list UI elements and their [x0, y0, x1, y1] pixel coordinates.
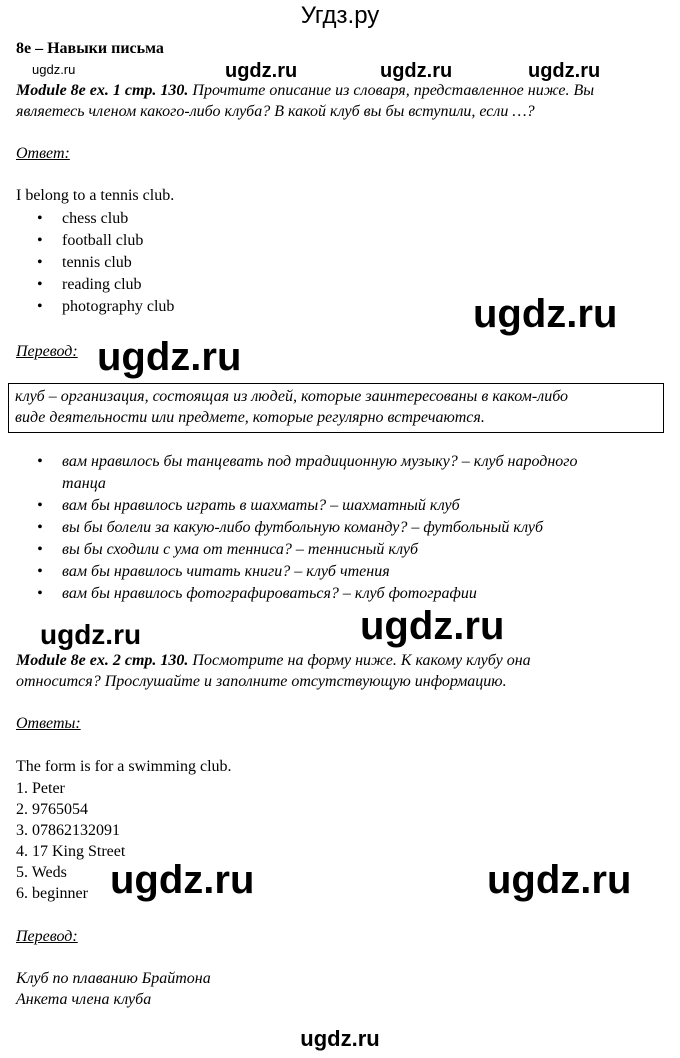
- list-item: • tennis club: [16, 252, 174, 274]
- definition-line: клуб – организация, состоящая из людей, которые заинтересованы в каком-либо: [15, 388, 569, 405]
- answers-label: Ответы:: [16, 715, 81, 732]
- list-item: 6. beginner: [16, 885, 88, 902]
- watermark: ugdz.ru: [528, 60, 601, 82]
- list-item: • вам бы нравилось читать книги? – клуб чтения: [16, 561, 578, 583]
- answer-intro: I belong to a tennis club.: [16, 187, 175, 204]
- list-item: • вы бы болели за какую-либо футбольную команду? – футбольный клуб: [16, 517, 578, 539]
- list-item: • reading club: [16, 274, 174, 296]
- list-item: 5. Weds: [16, 864, 67, 881]
- site-title: Угдз.ру: [300, 2, 380, 29]
- questions-list: [16, 451, 578, 605]
- exercise-1-task-line: Прочтите описание из словаря, представленное ниже. Вы: [192, 82, 595, 99]
- exercise-2-task-line: Посмотрите на форму ниже. К какому клубу она: [192, 652, 531, 669]
- watermark: [0, 1026, 680, 1052]
- list-item-continuation: танца: [62, 475, 106, 492]
- exercise-1-task-line: являетесь членом какого-либо клуба? В какой клуб вы бы вступили, если …?: [16, 103, 535, 120]
- section-heading: 8e – Навыки письма: [16, 40, 164, 57]
- clubs-list: [16, 208, 174, 318]
- watermark: ugdz.ru: [473, 292, 618, 336]
- list-item: • chess club: [16, 208, 174, 230]
- list-item: 3. 07862132091: [16, 822, 120, 839]
- translation-line: Клуб по плаванию Брайтона: [16, 970, 211, 987]
- exercise-2-task: [16, 650, 666, 692]
- list-item: • вам нравилось бы танцевать под традиционную музыку? – клуб народного: [16, 451, 578, 473]
- list-item: 4. 17 King Street: [16, 843, 126, 860]
- exercise-2-task-line: относится? Прослушайте и заполните отсутствующую информацию.: [16, 673, 507, 690]
- translation-label: Перевод:: [16, 343, 78, 360]
- answer-intro: The form is for a swimming club.: [16, 758, 232, 775]
- watermark: ugdz.ru: [487, 858, 632, 902]
- list-item: • вам бы нравилось фотографироваться? – клуб фотографии: [16, 583, 578, 605]
- list-item: • football club: [16, 230, 174, 252]
- list-item: 2. 9765054: [16, 801, 88, 818]
- exercise-2-ref: Module 8e ex. 2 стр. 130.: [16, 652, 189, 669]
- list-item: • photography club: [16, 296, 174, 318]
- list-item: 1. Peter: [16, 780, 65, 797]
- exercise-1-task: [16, 80, 666, 122]
- exercise-1-ref: Module 8e ex. 1 стр. 130.: [16, 82, 189, 99]
- list-item: • вам бы нравилось играть в шахматы? – шахматный клуб: [16, 495, 578, 517]
- list-item: • вы бы сходили с ума от тенниса? – теннисный клуб: [16, 539, 578, 561]
- watermark: ugdz.ru: [225, 60, 298, 82]
- watermark: ugdz.ru: [97, 335, 242, 379]
- translation-label: Перевод:: [16, 928, 78, 945]
- watermark: ugdz.ru: [40, 619, 142, 650]
- watermark: ugdz.ru: [32, 62, 76, 77]
- watermark-text: ugdz.ru: [300, 1026, 380, 1051]
- definition-box: [8, 383, 664, 433]
- translation-line: Анкета члена клуба: [16, 991, 152, 1008]
- watermark: ugdz.ru: [110, 858, 255, 902]
- definition-line: виде деятельности или предмете, которые регулярно встречаются.: [15, 409, 485, 426]
- answer-label: Ответ:: [16, 145, 70, 162]
- watermark: ugdz.ru: [360, 604, 505, 648]
- watermark: ugdz.ru: [380, 60, 453, 82]
- answers-list: [16, 778, 125, 904]
